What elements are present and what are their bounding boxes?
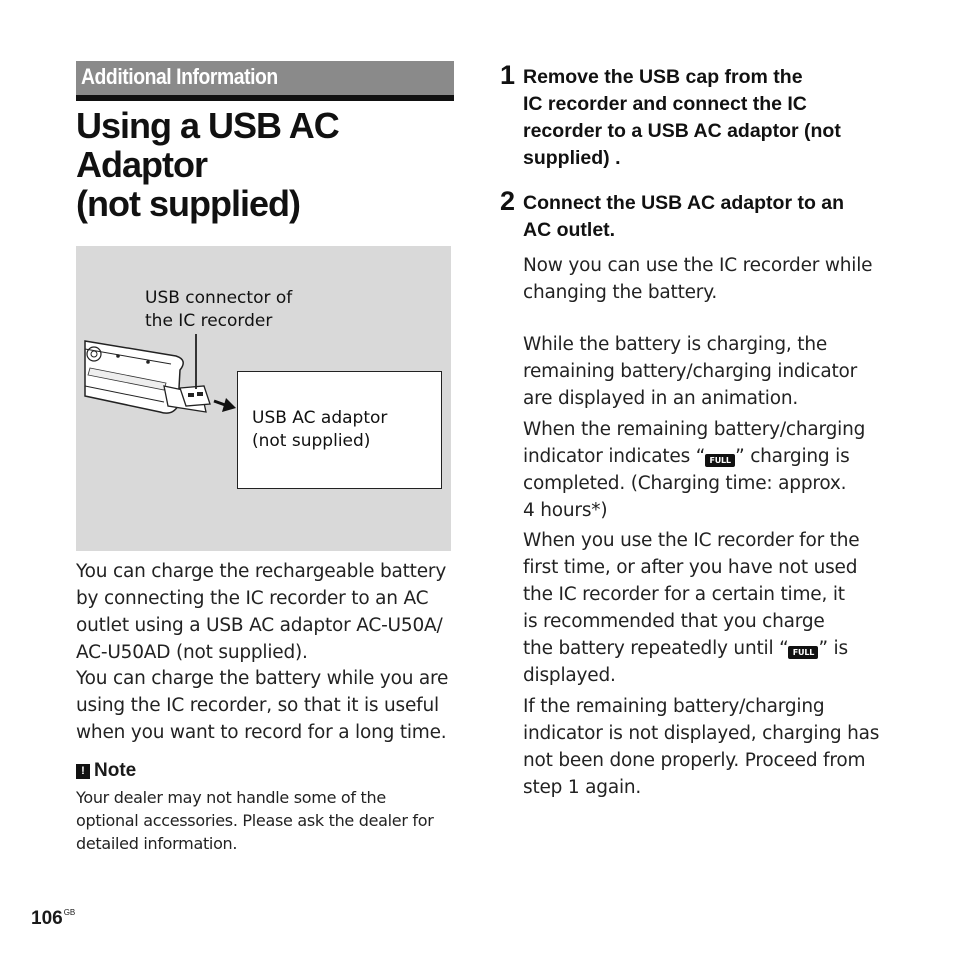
text-line: displayed. <box>523 665 616 686</box>
step-1-number: 1 <box>500 60 516 90</box>
page-title <box>76 106 476 223</box>
note-icon: ! <box>76 764 90 779</box>
text-line: supplied) . <box>523 147 621 169</box>
text-line: step 1 again. <box>523 777 642 798</box>
step-1-text <box>523 64 883 172</box>
text-fragment: ” charging is <box>735 446 850 467</box>
connector-label <box>145 287 292 333</box>
text-line: using the IC recorder, so that it is useful <box>76 695 439 716</box>
text-line <box>523 443 893 470</box>
text-line: Remove the USB cap from the <box>523 66 803 88</box>
text-line: first time, or after you have not used <box>523 557 858 578</box>
text-line: the IC recorder for a certain time, it <box>523 584 845 605</box>
title-line-2: Adaptor <box>76 144 207 185</box>
adaptor-label <box>252 407 387 453</box>
text-line: AC-U50AD (not supplied). <box>76 642 308 663</box>
text-line: indicator is not displayed, charging has <box>523 723 880 744</box>
text-line: recorder to a USB AC adaptor (not <box>523 120 841 142</box>
text-line: changing the battery. <box>523 282 717 303</box>
text-line: When the remaining battery/charging <box>523 419 866 440</box>
page-region-code: GB <box>63 908 76 917</box>
text-fragment: ” is <box>818 638 848 659</box>
text-line: 4 hours*) <box>523 500 608 521</box>
text-line: completed. (Charging time: approx. <box>523 473 847 494</box>
text-line: When you use the IC recorder for the <box>523 530 860 551</box>
text-line: Connect the USB AC adaptor to an <box>523 192 845 214</box>
text-line: when you want to record for a long time. <box>76 722 447 743</box>
text-line: by connecting the IC recorder to an AC <box>76 588 429 609</box>
text-line: are displayed in an animation. <box>523 388 799 409</box>
intro-paragraph-1 <box>76 558 466 666</box>
adaptor-label-line-1: USB AC adaptor <box>252 408 388 428</box>
note-heading-label: Note <box>94 760 137 781</box>
note-heading <box>76 760 136 782</box>
page-number <box>31 908 75 930</box>
arrow-icon <box>214 398 236 412</box>
text-fragment: the battery repeatedly until “ <box>523 638 789 659</box>
step-2-text <box>523 190 883 244</box>
text-line: Your dealer may not handle some of the <box>76 788 386 807</box>
battery-full-icon: FULL <box>788 646 818 659</box>
text-line: detailed information. <box>76 834 238 853</box>
text-line: If the remaining battery/charging <box>523 696 825 717</box>
connector-label-line-1: USB connector of <box>145 288 293 308</box>
text-line <box>523 635 893 662</box>
title-line-3: (not supplied) <box>76 183 300 224</box>
text-line: You can charge the rechargeable battery <box>76 561 447 582</box>
text-line: You can charge the battery while you are <box>76 668 449 689</box>
section-title: Additional Information <box>81 64 278 89</box>
note-text <box>76 786 456 855</box>
text-fragment: indicator indicates “ <box>523 446 706 467</box>
text-line: Now you can use the IC recorder while <box>523 255 873 276</box>
text-line: not been done properly. Proceed from <box>523 750 866 771</box>
text-line: AC outlet. <box>523 219 616 241</box>
section-rule <box>76 95 454 101</box>
details-paragraph-4 <box>523 527 893 689</box>
text-line: is recommended that you charge <box>523 611 825 632</box>
adaptor-label-line-2: (not supplied) <box>252 431 371 451</box>
text-line: IC recorder and connect the IC <box>523 93 807 115</box>
connector-label-line-2: the IC recorder <box>145 311 273 331</box>
title-line-1: Using a USB AC <box>76 105 339 146</box>
details-paragraph-2 <box>523 331 893 412</box>
details-paragraph-5 <box>523 693 893 801</box>
battery-full-icon: FULL <box>705 454 735 467</box>
text-line: remaining battery/charging indicator <box>523 361 858 382</box>
text-line: outlet using a USB AC adaptor AC-U50A/ <box>76 615 443 636</box>
step-2-number: 2 <box>500 186 516 216</box>
intro-paragraph-2 <box>76 665 466 746</box>
text-line: While the battery is charging, the <box>523 334 828 355</box>
details-paragraph-1 <box>523 252 893 306</box>
details-paragraph-3 <box>523 416 893 524</box>
text-line: optional accessories. Please ask the dealer for <box>76 811 434 830</box>
page-number-value: 106 <box>31 908 63 929</box>
